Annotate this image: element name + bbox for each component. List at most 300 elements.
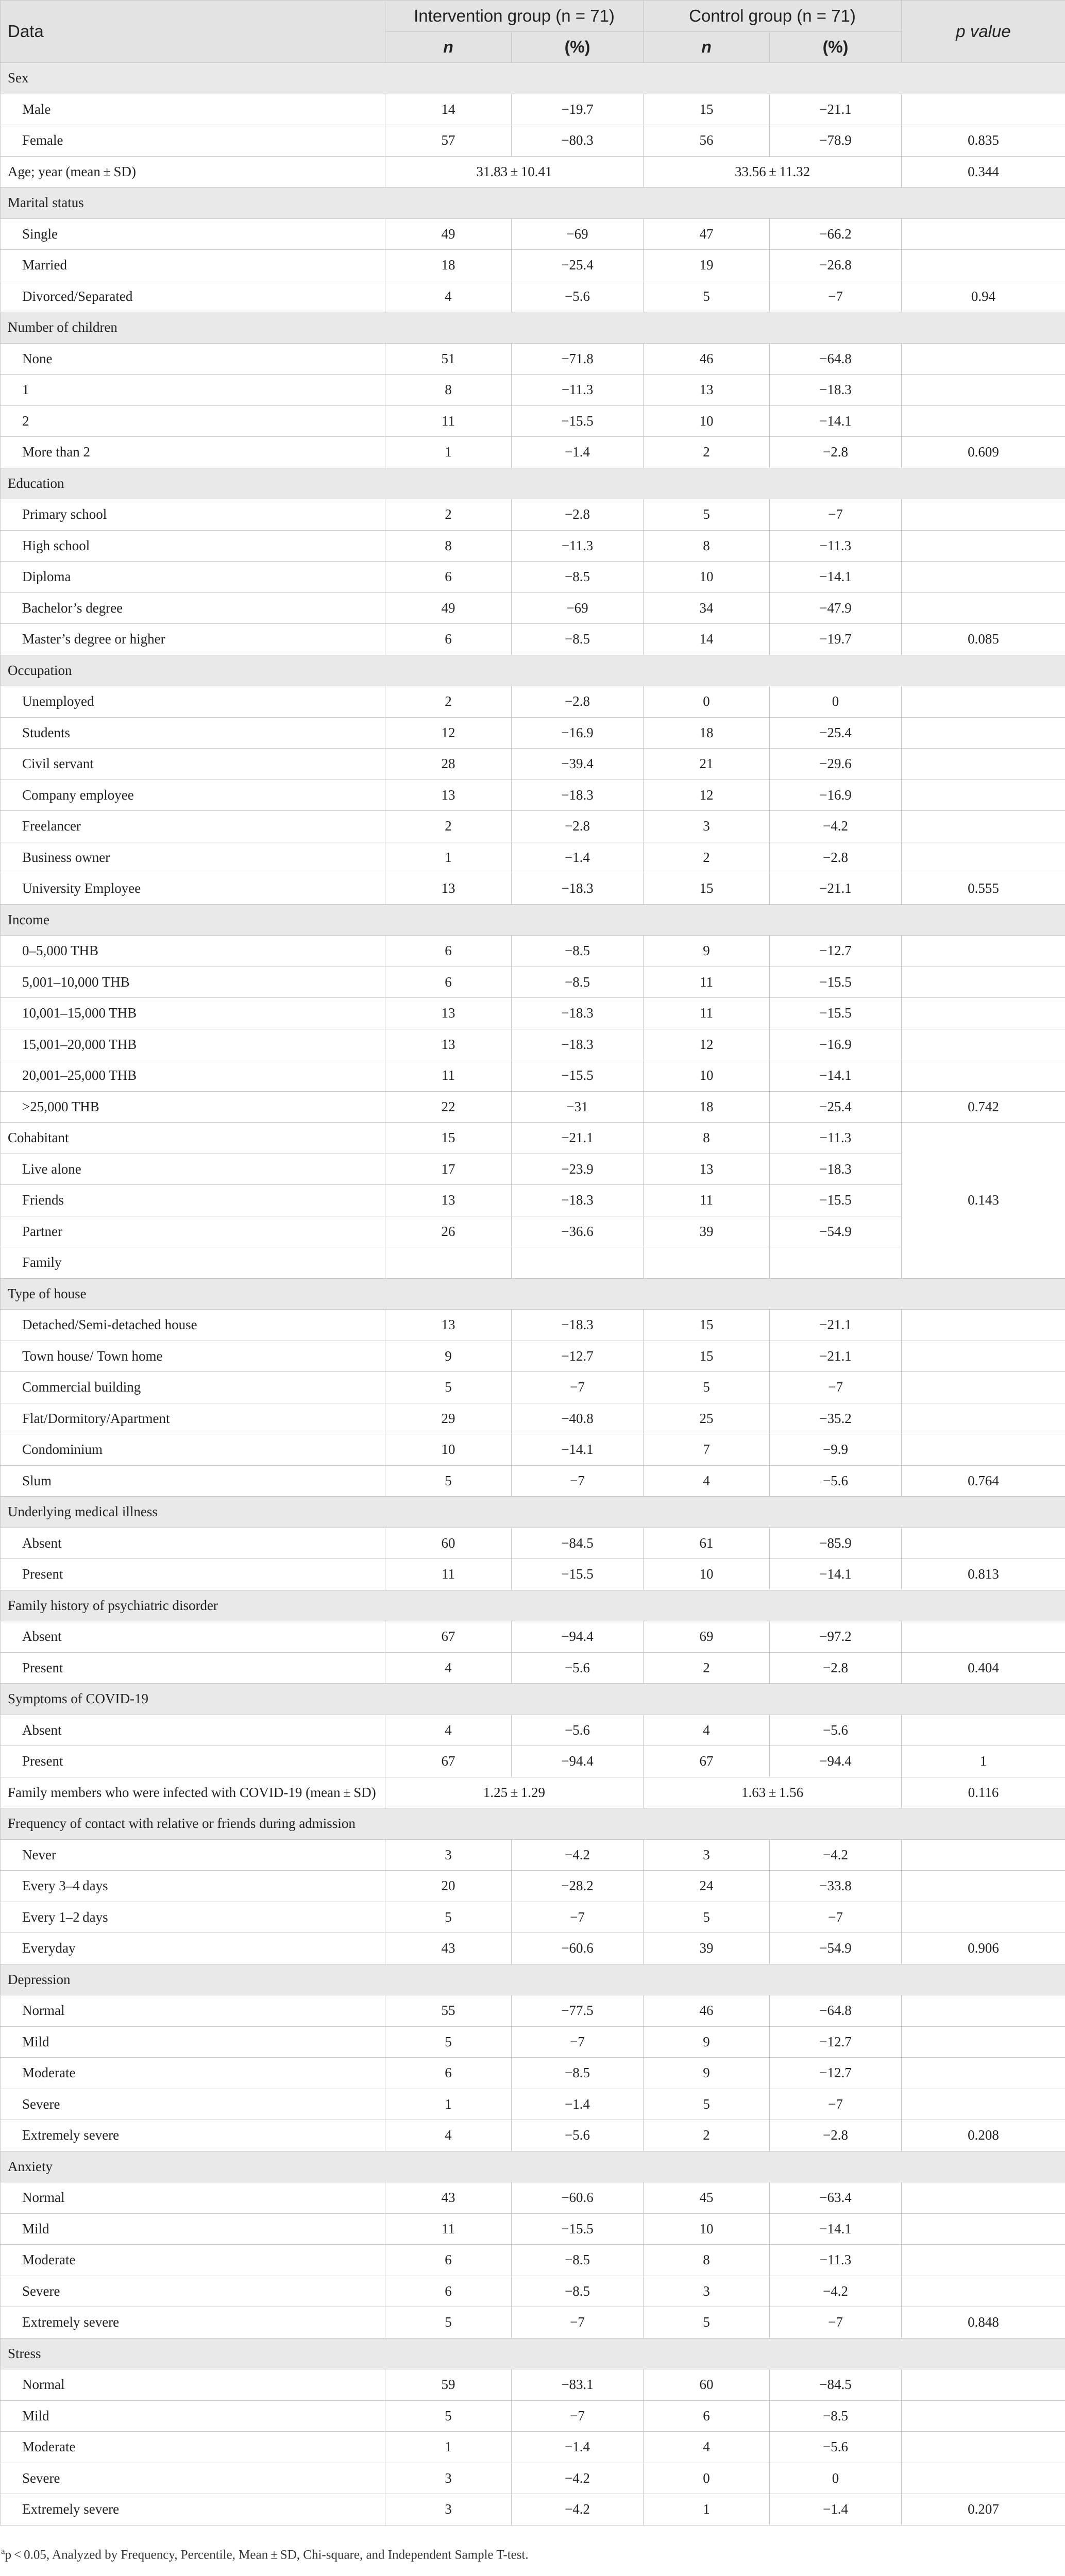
p-value xyxy=(902,936,1065,967)
intervention-n: 15 xyxy=(385,1123,512,1154)
table-row xyxy=(1,686,1065,718)
table-row xyxy=(1,375,1065,406)
intervention-pct: −18.3 xyxy=(512,1029,644,1060)
control-pct: −14.1 xyxy=(770,562,902,593)
row-label: Severe xyxy=(1,2463,385,2494)
intervention-mean-sd: 1.25 ± 1.29 xyxy=(385,1777,644,1808)
p-value xyxy=(902,592,1065,624)
intervention-n: 11 xyxy=(385,1559,512,1590)
section-row xyxy=(1,63,1065,94)
section-label: Symptoms of COVID-19 xyxy=(1,1684,1065,1715)
intervention-n: 6 xyxy=(385,2058,512,2089)
intervention-n: 51 xyxy=(385,343,512,375)
row-label: Severe xyxy=(1,2089,385,2120)
row-label: Divorced/Separated xyxy=(1,281,385,312)
table-row xyxy=(1,125,1065,157)
control-n: 11 xyxy=(644,967,770,998)
control-n: 12 xyxy=(644,779,770,811)
control-n: 10 xyxy=(644,562,770,593)
section-label: Anxiety xyxy=(1,2151,1065,2182)
control-pct: −63.4 xyxy=(770,2182,902,2214)
control-n: 5 xyxy=(644,2307,770,2338)
p-value: 0.208 xyxy=(902,2120,1065,2151)
row-label: 20,001–25,000 THB xyxy=(1,1060,385,1092)
intervention-pct: −12.7 xyxy=(512,1341,644,1372)
section-row xyxy=(1,2151,1065,2182)
section-label: Underlying medical illness xyxy=(1,1497,1065,1528)
intervention-pct: −18.3 xyxy=(512,998,644,1029)
intervention-n: 4 xyxy=(385,1652,512,1684)
intervention-n: 3 xyxy=(385,2494,512,2526)
section-label: Depression xyxy=(1,1964,1065,1995)
p-value: 0.609 xyxy=(902,437,1065,468)
intervention-pct: −5.6 xyxy=(512,1652,644,1684)
intervention-pct: −15.5 xyxy=(512,1559,644,1590)
intervention-pct: −21.1 xyxy=(512,1123,644,1154)
intervention-pct: −8.5 xyxy=(512,2245,644,2276)
control-pct: −5.6 xyxy=(770,2432,902,2463)
control-pct: −54.9 xyxy=(770,1216,902,1247)
intervention-n: 13 xyxy=(385,873,512,905)
control-pct: −35.2 xyxy=(770,1403,902,1434)
control-n: 24 xyxy=(644,1871,770,1902)
table-row xyxy=(1,281,1065,312)
control-pct: −9.9 xyxy=(770,1434,902,1466)
control-n: 13 xyxy=(644,1154,770,1185)
intervention-pct: −8.5 xyxy=(512,2058,644,2089)
intervention-n: 4 xyxy=(385,1715,512,1746)
header-data: Data xyxy=(1,1,385,63)
intervention-pct: −25.4 xyxy=(512,250,644,281)
row-label: Cohabitant xyxy=(1,1123,385,1154)
table-row xyxy=(1,592,1065,624)
p-value: 0.085 xyxy=(902,624,1065,655)
control-pct: −85.9 xyxy=(770,1528,902,1559)
intervention-pct: −8.5 xyxy=(512,624,644,655)
control-n: 5 xyxy=(644,499,770,531)
control-pct: −4.2 xyxy=(770,1839,902,1871)
table-row xyxy=(1,2307,1065,2338)
intervention-pct: −31 xyxy=(512,1091,644,1123)
control-pct: −7 xyxy=(770,1372,902,1403)
intervention-pct: −69 xyxy=(512,218,644,250)
p-value xyxy=(902,1403,1065,1434)
control-n: 5 xyxy=(644,1372,770,1403)
row-label: Every 1–2 days xyxy=(1,1902,385,1933)
row-label: Family members who were infected with COVID-19 (mean ± SD) xyxy=(1,1777,385,1808)
intervention-pct: −2.8 xyxy=(512,499,644,531)
intervention-n: 5 xyxy=(385,2307,512,2338)
table-row xyxy=(1,1995,1065,2027)
intervention-n: 2 xyxy=(385,499,512,531)
subheader-control-n: n xyxy=(644,31,770,63)
control-n: 47 xyxy=(644,218,770,250)
intervention-n: 1 xyxy=(385,437,512,468)
control-pct: −18.3 xyxy=(770,375,902,406)
table-row xyxy=(1,1559,1065,1590)
control-pct: −15.5 xyxy=(770,967,902,998)
intervention-n: 10 xyxy=(385,1434,512,1466)
row-label: Company employee xyxy=(1,779,385,811)
control-n: 4 xyxy=(644,1715,770,1746)
section-row xyxy=(1,1497,1065,1528)
control-n: 2 xyxy=(644,1652,770,1684)
intervention-pct: −15.5 xyxy=(512,1060,644,1092)
row-label: 2 xyxy=(1,405,385,437)
table-row xyxy=(1,1465,1065,1497)
intervention-n: 6 xyxy=(385,2276,512,2307)
p-value: 0.94 xyxy=(902,281,1065,312)
table-row xyxy=(1,437,1065,468)
intervention-pct: −7 xyxy=(512,2307,644,2338)
row-label: Everyday xyxy=(1,1933,385,1964)
control-pct: −78.9 xyxy=(770,125,902,157)
intervention-n: 49 xyxy=(385,592,512,624)
row-label: Every 3–4 days xyxy=(1,1871,385,1902)
p-value xyxy=(902,250,1065,281)
control-n: 18 xyxy=(644,1091,770,1123)
mean-row xyxy=(1,1777,1065,1808)
row-label: Partner xyxy=(1,1216,385,1247)
row-label: 0–5,000 THB xyxy=(1,936,385,967)
intervention-pct: −16.9 xyxy=(512,717,644,749)
control-pct: −2.8 xyxy=(770,437,902,468)
intervention-pct: −18.3 xyxy=(512,1310,644,1341)
control-pct: −66.2 xyxy=(770,218,902,250)
row-label: Normal xyxy=(1,1995,385,2027)
intervention-pct: −1.4 xyxy=(512,2089,644,2120)
intervention-pct: −4.2 xyxy=(512,2494,644,2526)
intervention-pct: −7 xyxy=(512,1372,644,1403)
table-row xyxy=(1,1341,1065,1372)
row-label: Male xyxy=(1,94,385,125)
control-pct: −5.6 xyxy=(770,1465,902,1497)
control-pct: −25.4 xyxy=(770,1091,902,1123)
table-row xyxy=(1,1621,1065,1653)
section-label: Sex xyxy=(1,63,1065,94)
control-n: 11 xyxy=(644,1185,770,1216)
control-n: 0 xyxy=(644,686,770,718)
control-n: 1 xyxy=(644,2494,770,2526)
table-row xyxy=(1,2213,1065,2245)
p-value xyxy=(902,811,1065,842)
p-value xyxy=(902,1434,1065,1466)
intervention-n: 17 xyxy=(385,1154,512,1185)
p-value: 0.143 xyxy=(902,1123,1065,1279)
p-value xyxy=(902,1621,1065,1653)
row-label: Family xyxy=(1,1247,385,1279)
p-value xyxy=(902,842,1065,873)
control-n: 19 xyxy=(644,250,770,281)
control-n: 8 xyxy=(644,1123,770,1154)
p-value xyxy=(902,998,1065,1029)
intervention-mean-sd: 31.83 ± 10.41 xyxy=(385,156,644,188)
p-value xyxy=(902,2213,1065,2245)
footnote-mark: a xyxy=(1,2546,5,2556)
control-n: 56 xyxy=(644,125,770,157)
intervention-n: 1 xyxy=(385,2089,512,2120)
table-row xyxy=(1,1652,1065,1684)
intervention-pct: −18.3 xyxy=(512,1185,644,1216)
control-n: 10 xyxy=(644,1559,770,1590)
table-row xyxy=(1,1871,1065,1902)
control-pct: −14.1 xyxy=(770,405,902,437)
row-label: Absent xyxy=(1,1621,385,1653)
intervention-n: 18 xyxy=(385,250,512,281)
control-n: 45 xyxy=(644,2182,770,2214)
control-pct: −11.3 xyxy=(770,530,902,562)
control-pct: −7 xyxy=(770,1902,902,1933)
control-n: 10 xyxy=(644,2213,770,2245)
intervention-n: 28 xyxy=(385,749,512,780)
section-label: Family history of psychiatric disorder xyxy=(1,1590,1065,1621)
control-n: 5 xyxy=(644,2089,770,2120)
intervention-pct: −2.8 xyxy=(512,811,644,842)
row-label: Extremely severe xyxy=(1,2120,385,2151)
control-n: 2 xyxy=(644,437,770,468)
control-n: 21 xyxy=(644,749,770,780)
row-label: Present xyxy=(1,1652,385,1684)
control-pct: −7 xyxy=(770,2307,902,2338)
intervention-pct: −60.6 xyxy=(512,1933,644,1964)
table-row xyxy=(1,562,1065,593)
control-pct: −97.2 xyxy=(770,1621,902,1653)
p-value xyxy=(902,1528,1065,1559)
row-label: Detached/Semi-detached house xyxy=(1,1310,385,1341)
intervention-pct: −77.5 xyxy=(512,1995,644,2027)
table-row xyxy=(1,842,1065,873)
p-value xyxy=(902,1902,1065,1933)
row-label: Students xyxy=(1,717,385,749)
p-value xyxy=(902,2026,1065,2058)
row-label: Primary school xyxy=(1,499,385,531)
footnote xyxy=(1,2546,1065,2562)
intervention-n: 9 xyxy=(385,1341,512,1372)
p-value xyxy=(902,1341,1065,1372)
intervention-n: 6 xyxy=(385,562,512,593)
intervention-n: 55 xyxy=(385,1995,512,2027)
intervention-n: 13 xyxy=(385,1310,512,1341)
control-n: 6 xyxy=(644,2400,770,2432)
control-n: 8 xyxy=(644,530,770,562)
control-pct: −7 xyxy=(770,281,902,312)
intervention-pct: −69 xyxy=(512,592,644,624)
control-n: 5 xyxy=(644,1902,770,1933)
row-label: 15,001–20,000 THB xyxy=(1,1029,385,1060)
table-row xyxy=(1,779,1065,811)
p-value xyxy=(902,1715,1065,1746)
intervention-n: 11 xyxy=(385,405,512,437)
subheader-intervention-n: n xyxy=(385,31,512,63)
intervention-pct: −14.1 xyxy=(512,1434,644,1466)
control-n: 2 xyxy=(644,2120,770,2151)
p-value xyxy=(902,717,1065,749)
control-n: 8 xyxy=(644,2245,770,2276)
table-row xyxy=(1,1434,1065,1466)
header-row xyxy=(1,1,1065,32)
table-body xyxy=(1,63,1065,2526)
intervention-n: 13 xyxy=(385,998,512,1029)
table-row xyxy=(1,2369,1065,2401)
table-row xyxy=(1,1029,1065,1060)
intervention-n: 57 xyxy=(385,125,512,157)
control-n: 14 xyxy=(644,624,770,655)
intervention-pct: −28.2 xyxy=(512,1871,644,1902)
intervention-n: 2 xyxy=(385,811,512,842)
control-n: 10 xyxy=(644,405,770,437)
control-pct: −12.7 xyxy=(770,2026,902,2058)
control-n: 46 xyxy=(644,343,770,375)
table-row xyxy=(1,936,1065,967)
row-label: Never xyxy=(1,1839,385,1871)
table-row xyxy=(1,499,1065,531)
section-label: Occupation xyxy=(1,655,1065,686)
control-n: 12 xyxy=(644,1029,770,1060)
p-value xyxy=(902,749,1065,780)
p-value: 0.764 xyxy=(902,1465,1065,1497)
table-row xyxy=(1,2245,1065,2276)
p-value xyxy=(902,94,1065,125)
intervention-n: 14 xyxy=(385,94,512,125)
header-control: Control group (n = 71) xyxy=(644,1,902,32)
table-row xyxy=(1,2494,1065,2526)
intervention-pct: −15.5 xyxy=(512,405,644,437)
intervention-n: 43 xyxy=(385,2182,512,2214)
table-row xyxy=(1,1933,1065,1964)
control-mean-sd: 33.56 ± 11.32 xyxy=(644,156,902,188)
intervention-pct: −4.2 xyxy=(512,1839,644,1871)
intervention-n: 11 xyxy=(385,1060,512,1092)
table-row xyxy=(1,1902,1065,1933)
section-row xyxy=(1,1590,1065,1621)
control-n: 9 xyxy=(644,936,770,967)
control-pct: −18.3 xyxy=(770,1154,902,1185)
row-label: Town house/ Town home xyxy=(1,1341,385,1372)
row-label: None xyxy=(1,343,385,375)
control-n: 34 xyxy=(644,592,770,624)
row-label: Diploma xyxy=(1,562,385,593)
intervention-pct: −23.9 xyxy=(512,1154,644,1185)
table-row xyxy=(1,998,1065,1029)
control-pct: 0 xyxy=(770,686,902,718)
p-value xyxy=(902,499,1065,531)
intervention-n: 13 xyxy=(385,1185,512,1216)
intervention-n: 3 xyxy=(385,1839,512,1871)
control-pct: −5.6 xyxy=(770,1715,902,1746)
p-value xyxy=(902,1871,1065,1902)
p-value xyxy=(902,405,1065,437)
intervention-pct: −18.3 xyxy=(512,873,644,905)
intervention-n: 6 xyxy=(385,936,512,967)
p-value xyxy=(902,1310,1065,1341)
row-label: Business owner xyxy=(1,842,385,873)
table-row xyxy=(1,2058,1065,2089)
intervention-n: 4 xyxy=(385,2120,512,2151)
intervention-pct: −84.5 xyxy=(512,1528,644,1559)
control-pct: −54.9 xyxy=(770,1933,902,1964)
intervention-pct: −7 xyxy=(512,1465,644,1497)
control-pct xyxy=(770,1247,902,1279)
table-row xyxy=(1,1091,1065,1123)
table-row xyxy=(1,1060,1065,1092)
row-label: More than 2 xyxy=(1,437,385,468)
control-pct: −47.9 xyxy=(770,592,902,624)
intervention-n: 43 xyxy=(385,1933,512,1964)
control-pct: −21.1 xyxy=(770,1310,902,1341)
control-mean-sd: 1.63 ± 1.56 xyxy=(644,1777,902,1808)
row-label: Commercial building xyxy=(1,1372,385,1403)
intervention-n: 1 xyxy=(385,842,512,873)
p-value xyxy=(902,1029,1065,1060)
intervention-pct: −1.4 xyxy=(512,437,644,468)
intervention-n: 67 xyxy=(385,1621,512,1653)
row-label: Condominium xyxy=(1,1434,385,1466)
control-pct: −1.4 xyxy=(770,2494,902,2526)
p-value xyxy=(902,2432,1065,2463)
control-n: 13 xyxy=(644,375,770,406)
control-pct: −4.2 xyxy=(770,2276,902,2307)
control-n: 3 xyxy=(644,2276,770,2307)
row-label: Slum xyxy=(1,1465,385,1497)
subheader-intervention-pct: (%) xyxy=(512,31,644,63)
row-label: 10,001–15,000 THB xyxy=(1,998,385,1029)
control-n: 4 xyxy=(644,2432,770,2463)
row-label: Freelancer xyxy=(1,811,385,842)
control-n: 25 xyxy=(644,1403,770,1434)
intervention-pct: −1.4 xyxy=(512,842,644,873)
p-value xyxy=(902,562,1065,593)
table-row xyxy=(1,2182,1065,2214)
table-row xyxy=(1,2432,1065,2463)
row-label: Moderate xyxy=(1,2058,385,2089)
intervention-pct xyxy=(512,1247,644,1279)
p-value xyxy=(902,2245,1065,2276)
control-n: 67 xyxy=(644,1746,770,1777)
table-row xyxy=(1,2463,1065,2494)
control-n: 3 xyxy=(644,811,770,842)
p-value xyxy=(902,530,1065,562)
table-row xyxy=(1,2400,1065,2432)
control-pct: −15.5 xyxy=(770,1185,902,1216)
section-row xyxy=(1,904,1065,936)
intervention-n: 1 xyxy=(385,2432,512,2463)
intervention-n: 3 xyxy=(385,2463,512,2494)
p-value: 0.848 xyxy=(902,2307,1065,2338)
p-value xyxy=(902,2089,1065,2120)
row-label: University Employee xyxy=(1,873,385,905)
p-value xyxy=(902,686,1065,718)
p-value xyxy=(902,967,1065,998)
control-pct: −4.2 xyxy=(770,811,902,842)
control-pct: −12.7 xyxy=(770,2058,902,2089)
control-pct: −2.8 xyxy=(770,842,902,873)
p-value: 0.555 xyxy=(902,873,1065,905)
intervention-n: 20 xyxy=(385,1871,512,1902)
intervention-n: 5 xyxy=(385,1465,512,1497)
intervention-pct: −18.3 xyxy=(512,779,644,811)
control-pct: −14.1 xyxy=(770,1060,902,1092)
control-n: 5 xyxy=(644,281,770,312)
header-intervention: Intervention group (n = 71) xyxy=(385,1,644,32)
p-value: 0.742 xyxy=(902,1091,1065,1123)
row-label: 1 xyxy=(1,375,385,406)
row-label: Severe xyxy=(1,2276,385,2307)
control-n: 60 xyxy=(644,2369,770,2401)
table-row xyxy=(1,1310,1065,1341)
control-n: 61 xyxy=(644,1528,770,1559)
control-n: 39 xyxy=(644,1933,770,1964)
intervention-pct: −5.6 xyxy=(512,1715,644,1746)
